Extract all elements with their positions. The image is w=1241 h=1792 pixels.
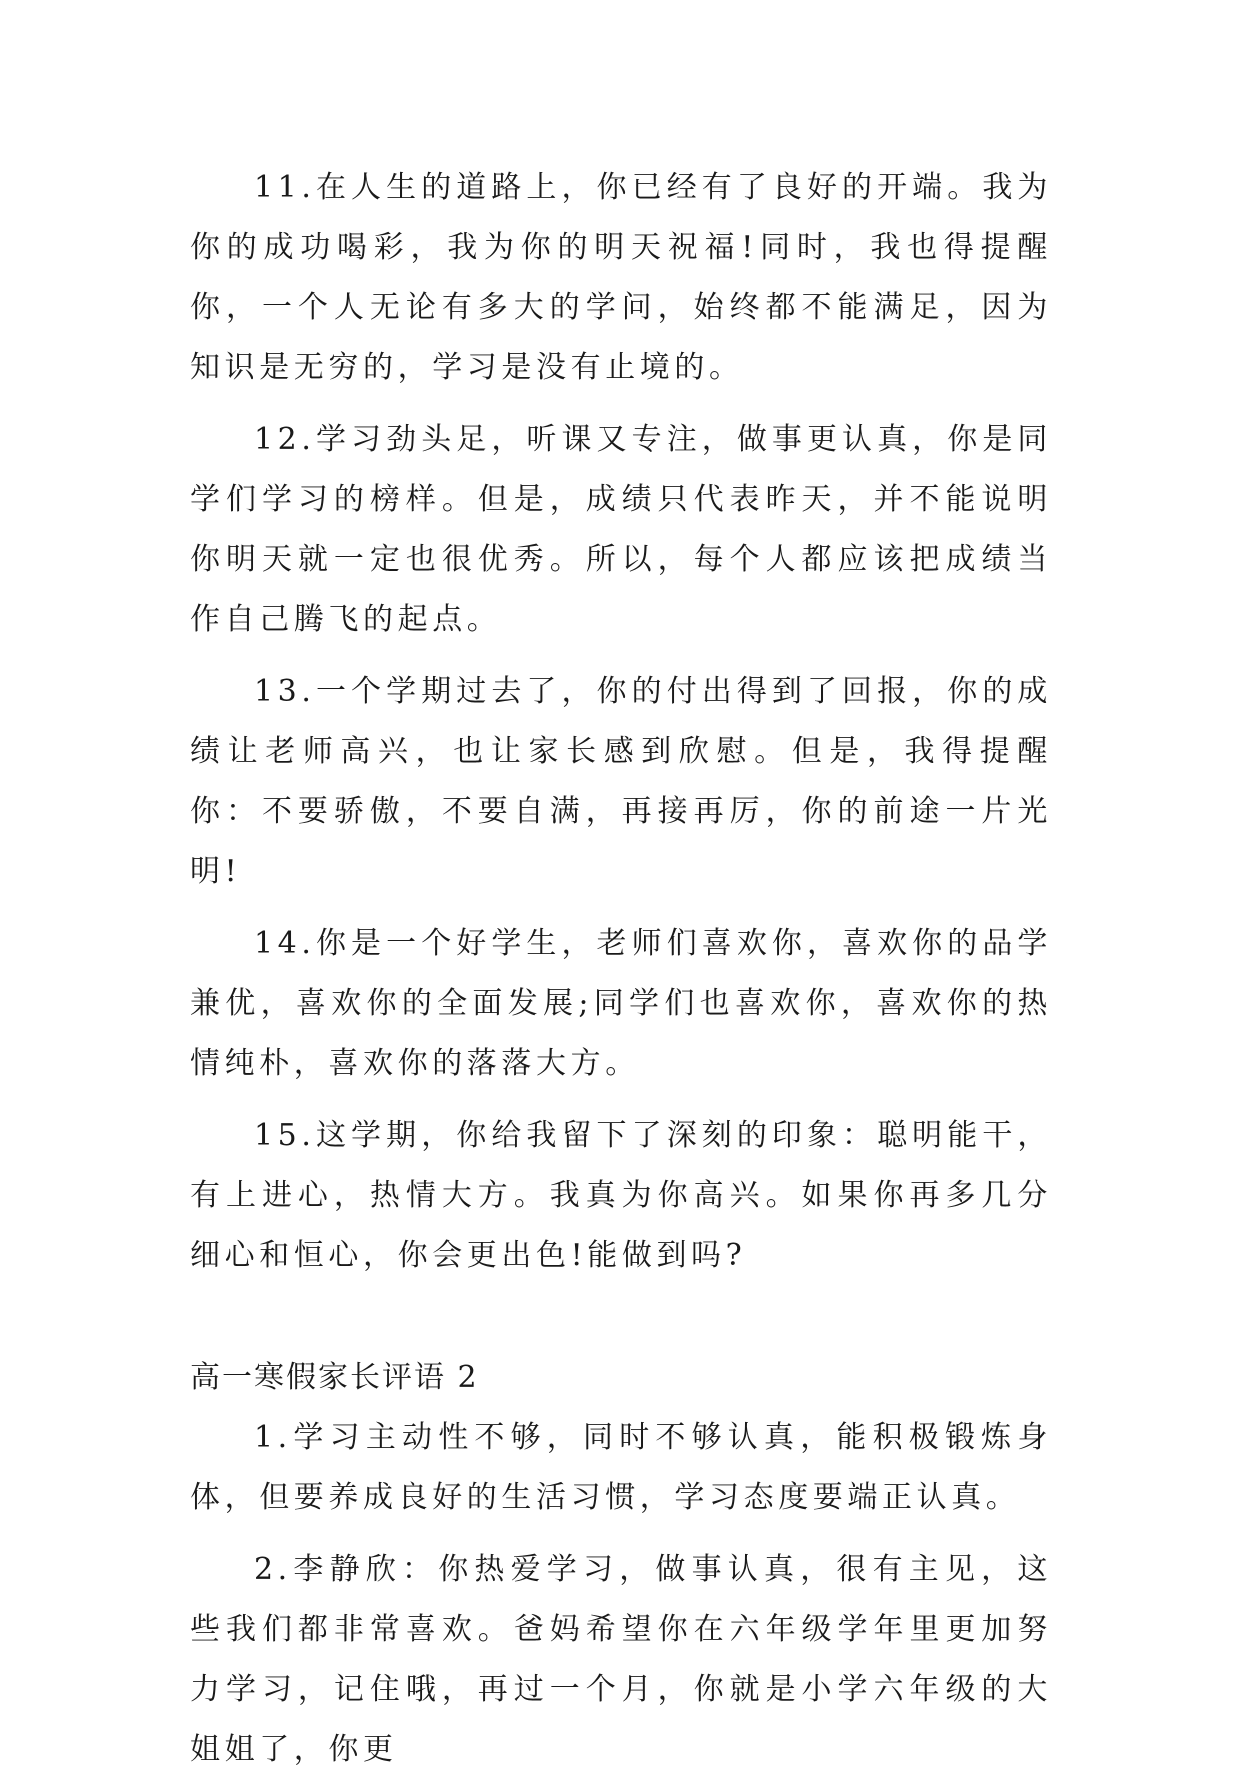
comment-paragraph-15: 15.这学期，你给我留下了深刻的印象：聪明能干，有上进心，热情大方。我真为你高兴。如果你再多几分细心和恒心，你会更出色!能做到吗? [190,1118,1052,1273]
comment-paragraph-11: 11.在人生的道路上，你已经有了良好的开端。我为你的成功喝彩，我为你的明天祝福!同时，我也得提醒你，一个人无论有多大的学问，始终都不能满足，因为知识是无穷的，学习是没有止境的。 [190,170,1052,385]
comment-paragraph-14: 14.你是一个好学生，老师们喜欢你，喜欢你的品学兼优，喜欢你的全面发展;同学们也喜欢你，喜欢你的热情纯朴，喜欢你的落落大方。 [190,926,1052,1081]
comment-paragraph-13: 13.一个学期过去了，你的付出得到了回报，你的成绩让老师高兴，也让家长感到欣慰。但是，我得提醒你：不要骄傲，不要自满，再接再厉，你的前途一片光明! [190,674,1052,889]
document-page [190,158,1052,1792]
comment-paragraph-1: 1.学习主动性不够，同时不够认真，能积极锻炼身体，但要养成良好的生活习惯，学习态度要端正认真。 [190,1420,1052,1515]
comment-paragraph-12: 12.学习劲头足，听课又专注，做事更认真，你是同学们学习的榜样。但是，成绩只代表昨天，并不能说明你明天就一定也很优秀。所以，每个人都应该把成绩当作自己腾飞的起点。 [190,422,1052,637]
section-title: 高一寒假家长评语 2 [190,1360,479,1395]
comment-paragraph-2: 2.李静欣：你热爱学习，做事认真，很有主见，这些我们都非常喜欢。爸妈希望你在六年级学年里更加努力学习，记住哦，再过一个月，你就是小学六年级的大姐姐了，你更 [190,1552,1052,1767]
